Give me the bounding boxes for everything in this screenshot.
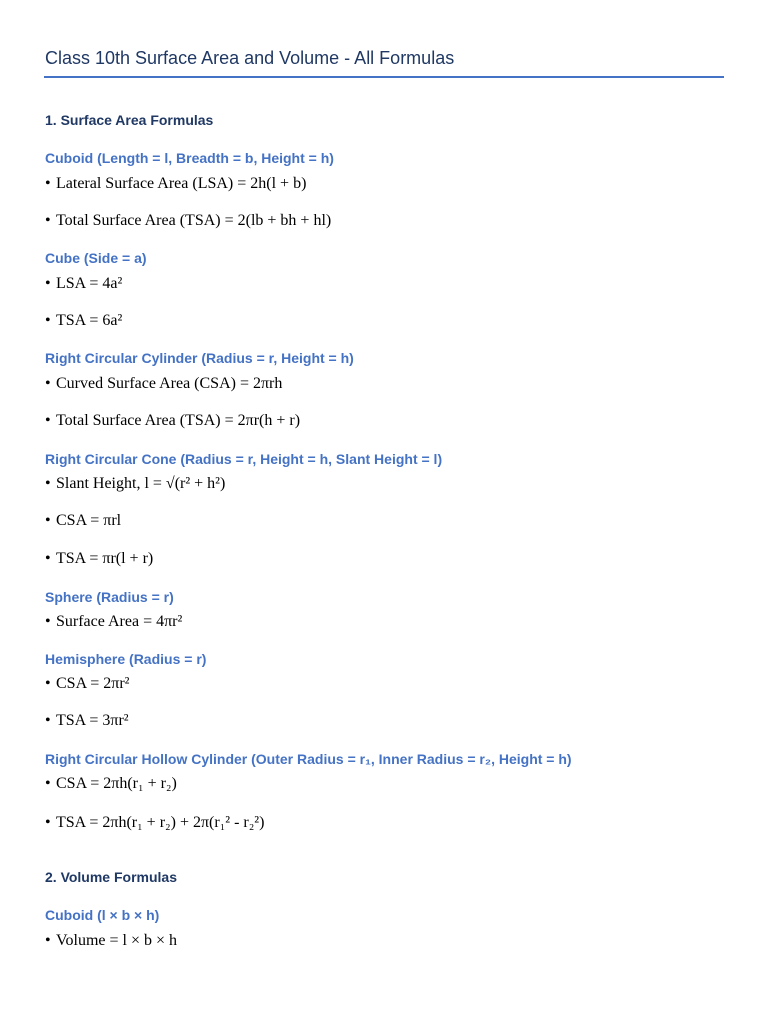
subheading-cuboid: Cuboid (Length = l, Breadth = b, Height = h): [45, 150, 334, 166]
bullet-icon: •: [45, 212, 51, 229]
subheading-volume-cuboid: Cuboid (l × b × h): [45, 907, 160, 923]
subheading-sphere: Sphere (Radius = r): [45, 589, 174, 605]
formula-item: [45, 512, 121, 530]
bullet-icon: •: [45, 613, 51, 630]
formula-text: CSA = 2πh(r₁ + r₂): [56, 775, 177, 792]
formula-item: [45, 550, 153, 568]
bullet-icon: •: [45, 375, 51, 392]
bullet-icon: •: [45, 512, 51, 529]
formula-text: LSA = 4a²: [56, 275, 123, 292]
section-heading-surface-area: 1. Surface Area Formulas: [45, 112, 214, 128]
formula-text: Curved Surface Area (CSA) = 2πrh: [56, 375, 283, 392]
bullet-icon: •: [45, 475, 51, 492]
formula-text: Lateral Surface Area (LSA) = 2h(l + b): [56, 175, 307, 192]
bullet-icon: •: [45, 932, 51, 949]
formula-item: [45, 475, 225, 493]
bullet-icon: •: [45, 550, 51, 567]
bullet-icon: •: [45, 312, 51, 329]
bullet-icon: •: [45, 412, 51, 429]
subheading-cone: Right Circular Cone (Radius = r, Height = h, Slant Height = l): [45, 451, 443, 467]
formula-text: Slant Height, l = √(r² + h²): [56, 475, 226, 492]
formula-text: CSA = 2πr²: [56, 675, 130, 692]
subheading-cube: Cube (Side = a): [45, 250, 147, 266]
bullet-icon: •: [45, 275, 51, 292]
formula-text: Total Surface Area (TSA) = 2(lb + bh + hl): [56, 212, 332, 229]
section-heading-volume: 2. Volume Formulas: [45, 869, 177, 885]
formula-item: [45, 932, 177, 950]
bullet-icon: •: [45, 712, 51, 729]
formula-item: [45, 212, 331, 230]
formula-item: [45, 412, 300, 430]
formula-text: TSA = 3πr²: [56, 712, 129, 729]
subheading-hollow-cylinder: Right Circular Hollow Cylinder (Outer Radius = r₁, Inner Radius = r₂, Height = h): [45, 751, 572, 767]
formula-item: [45, 712, 129, 730]
bullet-icon: •: [45, 175, 51, 192]
subheading-hemisphere: Hemisphere (Radius = r): [45, 651, 207, 667]
title-underline: [44, 76, 724, 78]
formula-item: [45, 312, 122, 330]
formula-item: [45, 275, 122, 293]
page-title: Class 10th Surface Area and Volume - All Formulas: [45, 48, 455, 68]
formula-text: TSA = 6a²: [56, 312, 123, 329]
formula-item: [45, 175, 306, 193]
formula-item: [45, 613, 182, 631]
formula-item: [45, 814, 264, 832]
subheading-cylinder: Right Circular Cylinder (Radius = r, Height = h): [45, 350, 354, 366]
formula-text: CSA = πrl: [56, 512, 122, 529]
bullet-icon: •: [45, 814, 51, 831]
bullet-icon: •: [45, 675, 51, 692]
formula-item: [45, 675, 129, 693]
formula-text: TSA = πr(l + r): [56, 550, 154, 567]
formula-item: [45, 375, 282, 393]
formula-text: TSA = 2πh(r₁ + r₂) + 2π(r₁² - r₂²): [56, 814, 265, 831]
bullet-icon: •: [45, 775, 51, 792]
formula-text: Total Surface Area (TSA) = 2πr(h + r): [56, 412, 301, 429]
formula-item: [45, 775, 177, 793]
formula-text: Volume = l × b × h: [56, 932, 177, 949]
formula-text: Surface Area = 4πr²: [56, 613, 183, 630]
